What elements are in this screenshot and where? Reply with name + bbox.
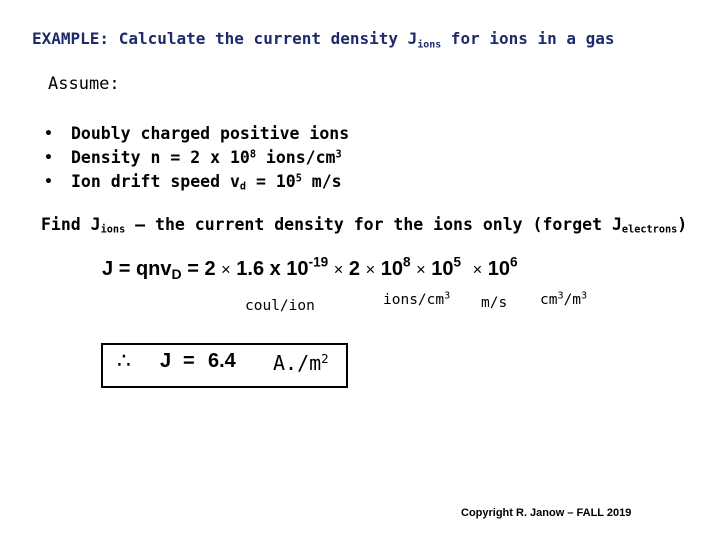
drift-subscript: d [239,181,247,193]
unit-ions-per-cm3 [383,292,450,308]
assumption-charge-text: Doubly charged positive ions [71,124,350,143]
density-text: Density n = 2 x 10 [71,148,250,167]
eq-charge-factor: 2 [204,258,216,280]
title-suffix: for ions in a gas [441,29,615,48]
assumption-list [44,122,349,194]
answer-j-label: J [160,350,172,372]
unit-m-exponent: 3 [581,290,588,302]
eq-elementary-charge: 1.6 x 10 [236,258,309,280]
title-prefix: EXAMPLE: Calculate the current density J [32,29,418,48]
bullet-icon: • [44,126,53,142]
drift-exponent: 5 [295,173,302,185]
answer-unit-base: A./m [273,351,322,375]
answer-value: 6.4 [208,350,236,372]
eq-charge-exponent: -19 [308,254,329,270]
answer-unit [273,351,329,375]
eq-density-base: 10 [380,258,403,280]
drift-text: Ion drift speed v [71,172,240,191]
eq-qnv-subscript: D [171,266,182,283]
eq-times-4: × [416,261,426,279]
eq-times-3: × [365,261,376,279]
assume-heading: Assume: [48,74,120,94]
eq-speed-base: 10 [431,258,454,280]
slide-title [32,29,615,51]
find-subscript-electrons: electrons [621,224,678,236]
eq-speed-exponent: 5 [453,254,462,270]
bullet-icon: • [44,174,53,190]
eq-equals-1: = [118,258,131,280]
therefore-symbol: ∴ [117,349,131,374]
eq-times-2: × [333,261,344,279]
assumption-charge [44,122,349,146]
unit-ions-exponent: 3 [444,290,451,302]
eq-conversion-base: 10 [487,258,511,280]
unit-coul-per-ion: coul/ion [245,298,315,314]
unit-m-base: /m [563,292,582,308]
answer-unit-exponent: 2 [321,351,329,367]
title-subscript: ions [417,39,442,51]
copyright-footer: Copyright R. Janow – FALL 2019 [461,507,632,519]
find-suffix: ) [677,215,688,234]
drift-unit: m/s [301,172,342,191]
drift-value: = 10 [246,172,296,191]
density-exponent: 8 [249,149,256,161]
find-prefix: Find J [41,215,101,234]
unit-ions-base: ions/cm [383,292,445,308]
find-middle: – the current density for the ions only (forget J [125,215,622,234]
answer-equals: = [183,350,195,372]
eq-times-1: × [221,261,231,279]
find-subscript-ions: ions [100,224,126,236]
eq-density-exponent: 8 [403,254,411,270]
eq-conversion-exponent: 6 [510,254,518,270]
eq-lhs: J [102,258,114,280]
eq-times-5: × [472,261,483,279]
unit-cm3-per-m3 [540,292,587,308]
unit-meters-per-second: m/s [481,295,508,311]
eq-equals-2: = [187,258,199,280]
density-unit-exponent: 3 [335,149,342,161]
density-unit: ions/cm [255,148,336,167]
eq-qnv: qnv [135,258,172,280]
unit-cm-base: cm [540,292,558,308]
bullet-icon: • [44,150,53,166]
current-density-equation [102,254,518,283]
eq-density-mantissa: 2 [348,258,361,280]
unit-cm-exponent: 3 [557,290,564,302]
assumption-drift-speed [44,170,349,194]
find-statement [41,215,687,234]
assumption-density [44,146,349,170]
